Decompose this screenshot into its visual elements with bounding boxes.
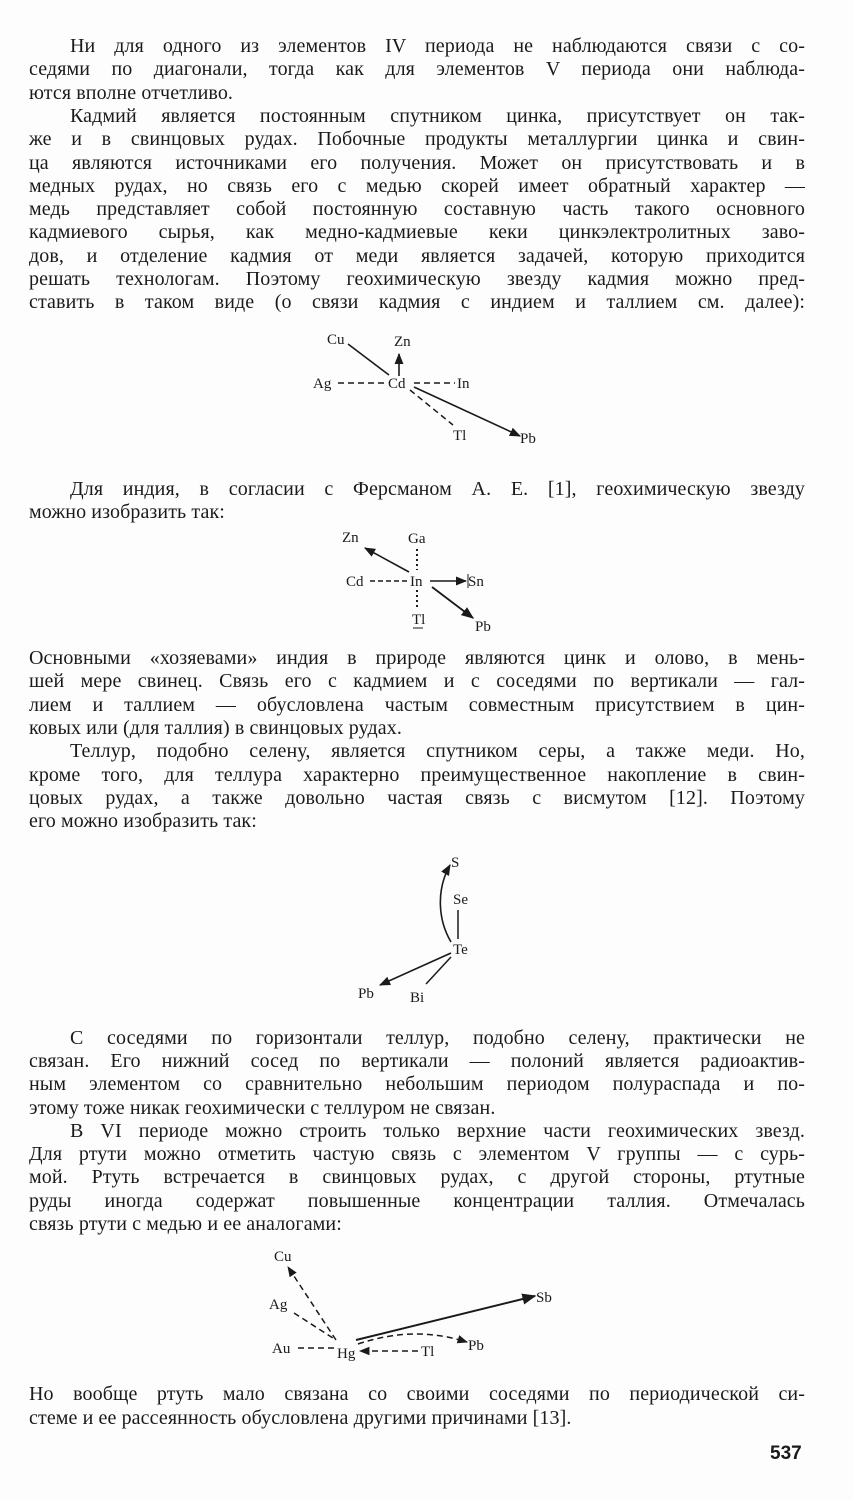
text-line: медь представляет собой постоянную составную часть такого основного [29,198,805,220]
text-line: ца являются источниками его получения. Может он присутствовать и в [29,152,805,174]
text-line: ставить в таком виде (о связи кадмия с индием и таллием см. далее): [29,291,805,313]
text-line: В VI периоде можно строить только верхние части геохимических звезд. [70,1120,805,1142]
text-line: медных рудах, но связь его с медью скорей имеет обратный характер — [29,175,805,197]
text-line: же и в свинцовых рудах. Побочные продукты металлургии цинка и свин- [29,128,805,150]
text-line: кадмиевого сырья, как медно-кадмиевые кеки цинкэлектролитных заво- [29,221,805,243]
element-hg: Hg [337,1346,356,1362]
text-line: Для ртути можно отметить частую связь с элементом V группы — с сурь- [29,1143,805,1165]
text-line: шей мере свинец. Связь его с кадмием и с соседями по вертикали — гал- [29,670,805,692]
text-line: седями по диагонали, тогда как для элементов V периода они наблюда- [29,58,805,80]
text-line: ются вполне отчетливо. [29,82,234,104]
text-line: Для индия, в согласии с Ферсманом А. Е. [1], геохимическую звезду [70,478,805,500]
cadmium-star-diagram [290,320,560,450]
text-line: мой. Ртуть встречается в свинцовых рудах, с другой стороны, ртутные [29,1166,805,1188]
text-line: связь ртути с медью и ее аналогами: [29,1213,342,1235]
tellurium-star-diagram [340,840,500,1010]
indium-star-diagram [320,520,520,640]
element-sn: Sn [468,574,484,590]
text-line: можно изобразить так: [29,501,225,523]
text-line: Теллур, подобно селену, является спутником серы, а также меди. Но, [70,740,805,762]
element-ag: Ag [313,376,332,392]
text-line: Но вообще ртуть мало связана со своими соседями по периодической си- [29,1383,805,1405]
text-line: Кадмий является постоянным спутником цинка, присутствует он так- [70,105,805,127]
element-zn: Zn [342,530,359,546]
element-cd: Cd [388,376,406,392]
element-se: Se [453,892,468,908]
element-cd: Cd [346,574,364,590]
page-number: 537 [770,1443,802,1464]
text-line: ным элементом со сравнительно небольшим периодом полураспада и по- [29,1073,805,1095]
text-line: ковых или (для таллия) в свинцовых рудах. [29,717,402,739]
element-tl: Tl [421,1344,435,1360]
element-in: In [410,574,423,590]
text-line: руды иногда содержат повышенные концентрации таллия. Отмечалась [29,1190,805,1212]
text-line: лием и таллием — обусловлена частым совместным присутствием в цин- [29,694,805,716]
text-line: Ни для одного из элементов IV периода не наблюдаются связи с со- [70,35,805,57]
element-pb: Pb [475,619,491,635]
element-pb: Pb [520,431,536,447]
element-tl: Tl [453,428,467,444]
element-tl: Tl [412,612,426,628]
element-ga: Ga [408,531,426,547]
element-in: In [457,376,470,392]
text-line: связан. Его нижний сосед по вертикали — полоний является радиоактив- [29,1050,805,1072]
element-ag: Ag [269,1297,288,1313]
text-line: дов, и отделение кадмия от меди является задачей, которую приходится [29,245,805,267]
element-sb: Sb [536,1290,552,1306]
text-line: этому тоже никак геохимически с теллуром не связан. [29,1097,496,1119]
element-pb: Pb [468,1338,484,1354]
element-s: S [451,855,460,871]
element-cu: Cu [274,1249,292,1265]
element-au: Au [272,1341,291,1357]
text-line: решать технологам. Поэтому геохимическую звезду кадмия можно пред- [29,268,805,290]
text-line: стеме и ее рассеянность обусловлена другими причинами [13]. [29,1407,572,1429]
element-cu: Cu [327,332,345,348]
text-line: С соседями по горизонтали теллур, подобно селену, практически не [70,1027,805,1049]
element-bi: Bi [410,990,425,1006]
element-zn: Zn [394,334,411,350]
text-line: Основными «хозяевами» индия в природе являются цинк и олово, в мень- [29,647,805,669]
element-te: Te [453,942,468,958]
mercury-star-diagram [250,1240,570,1370]
text-line: кроме того, для теллура характерно преимущественное накопление в свин- [29,764,805,786]
text-line: его можно изобразить так: [29,810,257,832]
element-pb: Pb [358,986,374,1002]
text-line: цовых рудах, а также довольно частая связь с висмутом [12]. Поэтому [29,787,805,809]
